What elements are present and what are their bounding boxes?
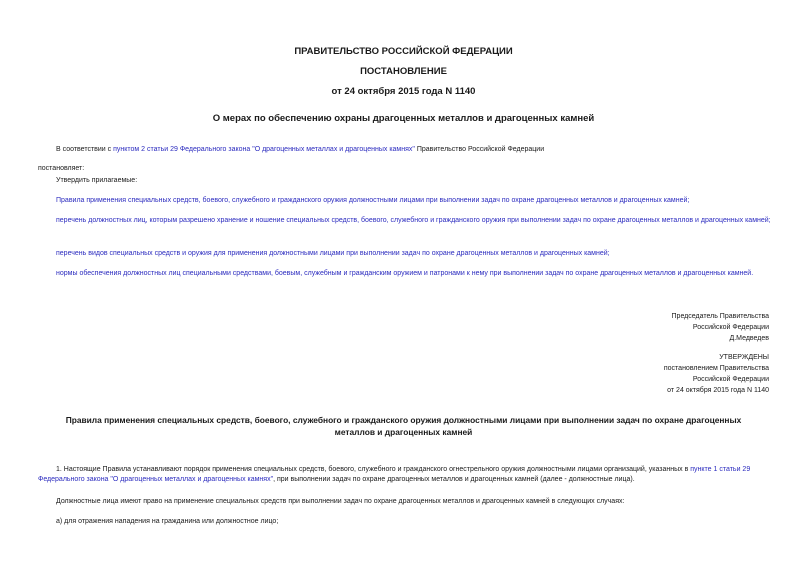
rules-paragraph-2: Должностные лица имеют право на применение специальных средств при выполнении задач по охране драгоценных металлов и драгоценных камней в следующих случаях: bbox=[56, 498, 625, 505]
document-title: О мерах по обеспечению охраны драгоценных металлов и драгоценных камней bbox=[212, 113, 595, 124]
signature-country: Российской Федерации bbox=[692, 324, 769, 331]
approval-date: от 24 октября 2015 года N 1140 bbox=[667, 387, 769, 394]
signature-block bbox=[672, 311, 769, 344]
approval-line-3: Российской Федерации bbox=[692, 376, 769, 383]
approval-line-2: постановлением Правительства bbox=[663, 365, 769, 372]
rules-paragraph-3: а) для отражения нападения на гражданина или должностное лицо; bbox=[56, 518, 279, 525]
approved-item-rules[interactable]: Правила применения специальных средств, боевого, служебного и гражданского оружия должностными лицами при выполнении задач по охране драгоценных металлов и драгоценных камней; bbox=[56, 197, 690, 204]
intro-text-before: В соответствии с bbox=[56, 146, 114, 153]
law-name-link[interactable]: Федерального закона "О драгоценных металлах и драгоценных камнях" bbox=[38, 476, 274, 483]
intro-text-after: Правительство Российской Федерации bbox=[414, 146, 545, 153]
approved-item-norms[interactable]: нормы обеспечения должностных лиц специальными средствами, боевым, служебным и гражданским оружием и патронами к нему при выполнении задач по охране драгоценных металлов и драгоценных камней. bbox=[56, 270, 754, 277]
para1-text-after: , при выполнении задач по охране драгоценных металлов и драгоценных камней (далее - должностные лица). bbox=[273, 476, 635, 483]
government-name: ПРАВИТЕЛЬСТВО РОССИЙСКОЙ ФЕДЕРАЦИИ bbox=[294, 46, 513, 57]
rules-paragraph-1 bbox=[38, 465, 771, 485]
approval-block bbox=[664, 352, 769, 396]
rules-title-line-1: Правила применения специальных средств, боевого, служебного и гражданского оружия должностными лицами при выполнении задач по охране драгоценных bbox=[65, 415, 742, 425]
signature-position: Председатель Правительства bbox=[671, 313, 769, 320]
document-date: от 24 октября 2015 года N 1140 bbox=[331, 86, 476, 97]
resolves-text: постановляет: bbox=[38, 165, 85, 172]
approved-item-weapons-list[interactable]: перечень видов специальных средств и оружия для применения должностными лицами при выполнении задач по охране драгоценных металлов и драгоценных камней; bbox=[56, 250, 610, 257]
law-article-link[interactable]: пунктом 2 статьи 29 Федерального закона "О драгоценных металлах и драгоценных камнях" bbox=[113, 146, 415, 153]
signature-name: Д.Медведев bbox=[729, 335, 769, 342]
law-article-link-1[interactable]: пункте 1 статьи 29 bbox=[690, 466, 751, 473]
approval-heading: УТВЕРЖДЕНЫ bbox=[719, 354, 769, 361]
rules-title bbox=[0, 414, 807, 438]
intro-paragraph bbox=[56, 145, 544, 155]
rules-title-line-2: металлов и драгоценных камней bbox=[334, 427, 473, 437]
approved-item-officials-list[interactable]: перечень должностных лиц, которым разрешено хранение и ношение специальных средств, боевого, служебного и гражданского оружия при выполнении задач по охране драгоценных металлов и драгоценных камней; bbox=[56, 217, 771, 224]
para1-text-before: 1. Настоящие Правила устанавливают порядок применения специальных средств, боевого, служебного и гражданского огнестрельного оружия должностными лицами организаций, указанных в bbox=[56, 466, 691, 473]
approve-text: Утвердить прилагаемые: bbox=[56, 177, 138, 184]
document-type: ПОСТАНОВЛЕНИЕ bbox=[360, 66, 447, 77]
